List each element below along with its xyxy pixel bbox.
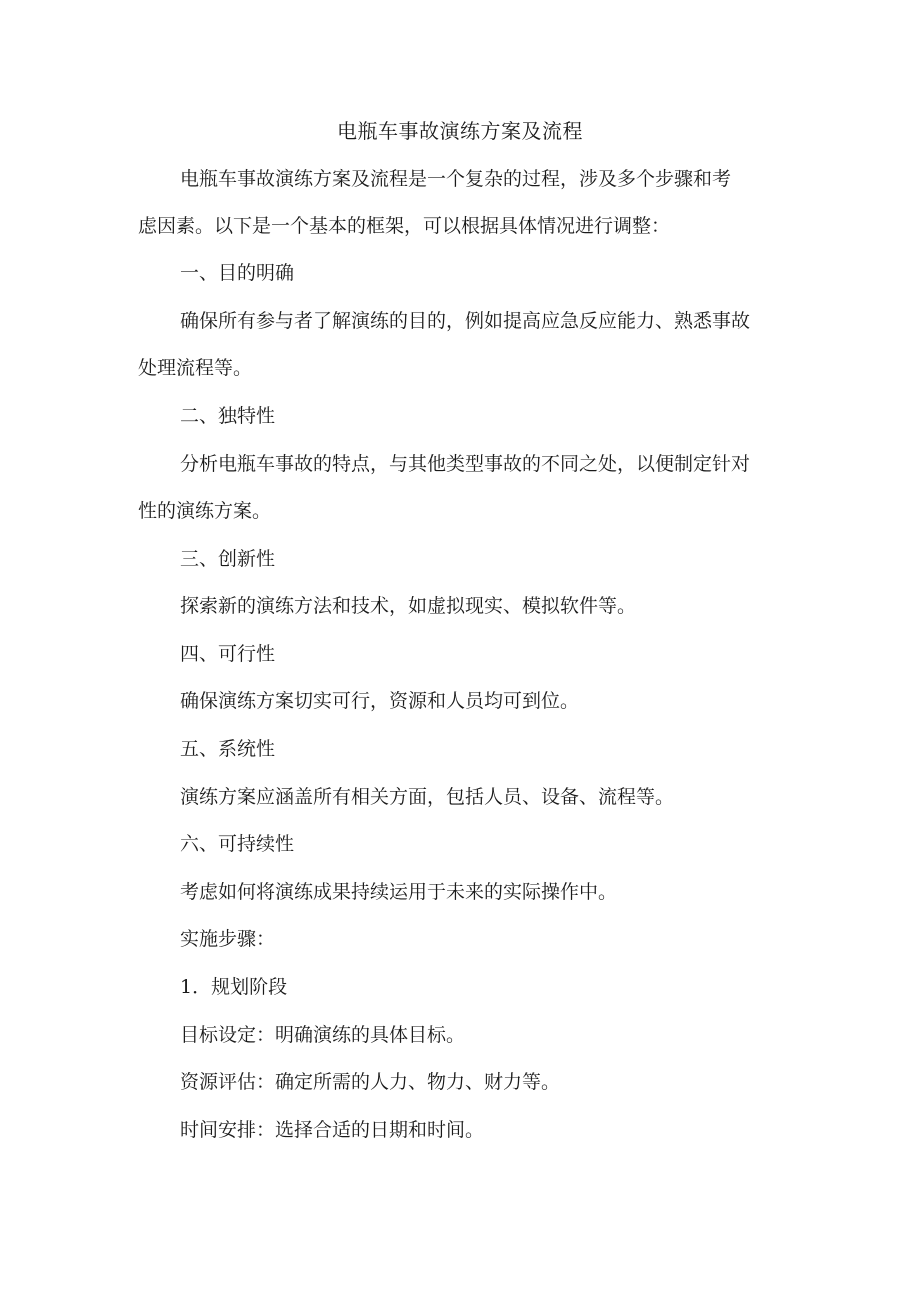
section-4-text: 确保演练方案切实可行，资源和人员均可到位。: [180, 690, 580, 712]
section-paragraph-1: [138, 306, 798, 383]
section-paragraph-2: [138, 449, 798, 526]
section-5-text: 演练方案应涵盖所有相关方面，包括人员、设备、流程等。: [180, 786, 675, 808]
section-heading-6: 六、可持续性: [180, 833, 295, 855]
phase-1-item-3: 时间安排：选择合适的日期和时间。: [180, 1119, 485, 1141]
phase-1-heading: 1．规划阶段: [180, 976, 288, 998]
section-heading-3: 三、创新性: [180, 548, 276, 570]
phase-1-item-2: 资源评估：确定所需的人力、物力、财力等。: [180, 1071, 561, 1093]
section-heading-2: 二、独特性: [180, 405, 276, 427]
phase-1-item-1: 目标设定：明确演练的具体目标。: [180, 1024, 466, 1046]
section-1-line-2: 处理流程等。: [138, 357, 253, 379]
intro-paragraph: [138, 164, 798, 241]
section-6-text: 考虑如何将演练成果持续运用于未来的实际操作中。: [180, 881, 618, 903]
section-heading-5: 五、系统性: [180, 738, 276, 760]
section-1-line-1: 确保所有参与者了解演练的目的，例如提高应急反应能力、熟悉事故: [180, 310, 751, 332]
section-2-line-2: 性的演练方案。: [138, 500, 272, 522]
intro-line-2: 虑因素。以下是一个基本的框架，可以根据具体情况进行调整：: [138, 215, 671, 237]
intro-line-1: 电瓶车事故演练方案及流程是一个复杂的过程，涉及多个步骤和考: [180, 168, 732, 190]
section-heading-1: 一、目的明确: [180, 262, 295, 284]
section-2-line-1: 分析电瓶车事故的特点，与其他类型事故的不同之处，以便制定针对: [180, 453, 751, 475]
steps-heading: 实施步骤：: [180, 928, 276, 950]
document-title: 电瓶车事故演练方案及流程: [337, 119, 583, 143]
section-heading-4: 四、可行性: [180, 643, 276, 665]
section-3-text: 探索新的演练方法和技术，如虚拟现实、模拟软件等。: [180, 595, 637, 617]
